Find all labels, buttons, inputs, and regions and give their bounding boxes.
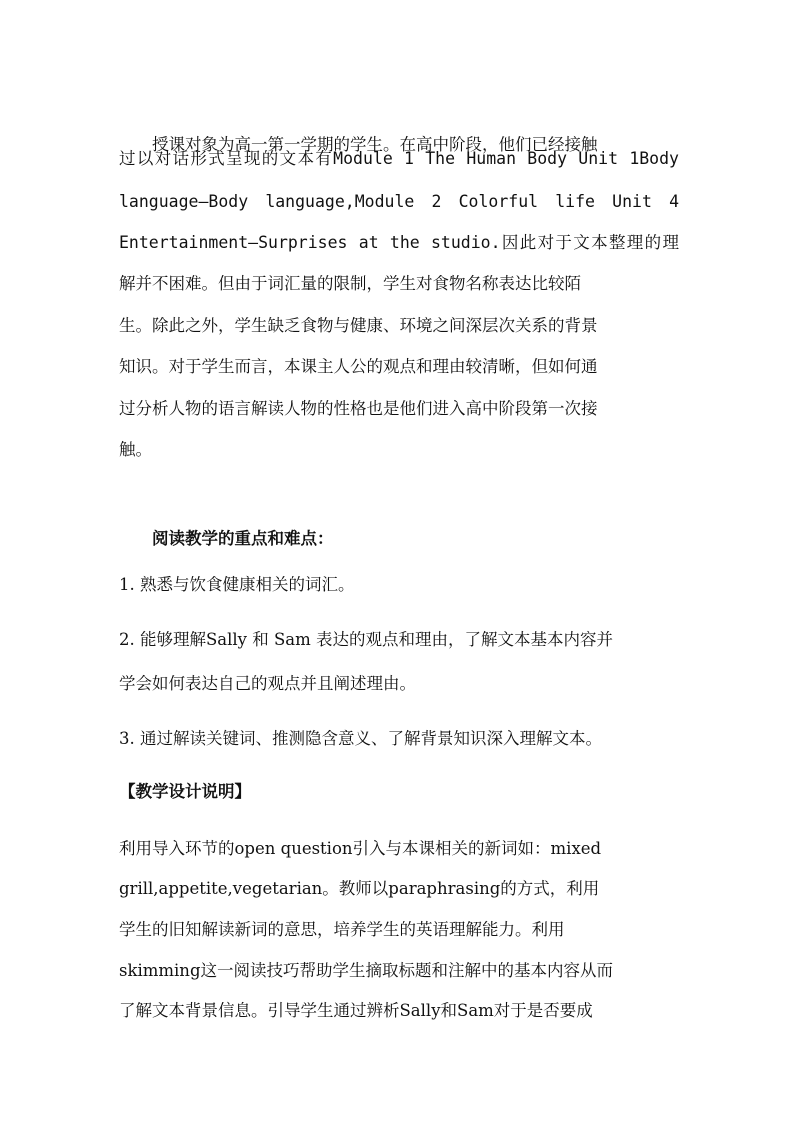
- key-points-heading: 阅读教学的重点和难点：: [152, 529, 334, 548]
- key-point-3: 3. 通过解读关键词、推测隐含意义、了解背景知识深入理解文本。: [119, 729, 602, 748]
- intro-line-2: 过以对话形式呈现的文本有Module 1 The Human Body Unit 1Body: [119, 149, 679, 168]
- intro-line-1: 授课对象为高一第一学期的学生。在高中阶段，他们已经接触: [152, 135, 598, 154]
- intro-line-8: 过分析人物的语言解读人物的性格也是他们进入高中阶段第一次接: [119, 399, 598, 418]
- design-line-4: skimming这一阅读技巧帮助学生摘取标题和注解中的基本内容从而: [119, 961, 614, 980]
- key-point-2-line-1: 2. 能够理解Sally 和 Sam 表达的观点和理由，了解文本基本内容并: [119, 630, 614, 649]
- design-heading: 【教学设计说明】: [119, 782, 251, 801]
- intro-line-5: 解并不困难。但由于词汇量的限制，学生对食物名称表达比较陌: [119, 274, 581, 293]
- key-point-2-line-2: 学会如何表达自己的观点并且阐述理由。: [119, 674, 416, 693]
- design-line-5: 了解文本背景信息。引导学生通过辨析Sally和Sam对于是否要成: [119, 1001, 593, 1020]
- intro-line-9: 触。: [119, 440, 152, 459]
- intro-line-7: 知识。对于学生而言，本课主人公的观点和理由较清晰，但如何通: [119, 357, 598, 376]
- intro-line-3: language—Body language,Module 2 Colorful life Unit 4: [119, 192, 679, 211]
- intro-line-4: Entertainment—Surprises at the studio.因此对于文本整理的理: [119, 233, 679, 252]
- design-line-3: 学生的旧知解读新词的意思，培养学生的英语理解能力。利用: [119, 920, 565, 939]
- design-line-2: grill,appetite,vegetarian。教师以paraphrasing的方式，利用: [119, 879, 600, 898]
- design-line-1: 利用导入环节的open question引入与本课相关的新词如：mixed: [119, 839, 602, 858]
- key-point-1: 1. 熟悉与饮食健康相关的词汇。: [119, 575, 355, 594]
- intro-line-6: 生。除此之外，学生缺乏食物与健康、环境之间深层次关系的背景: [119, 316, 598, 335]
